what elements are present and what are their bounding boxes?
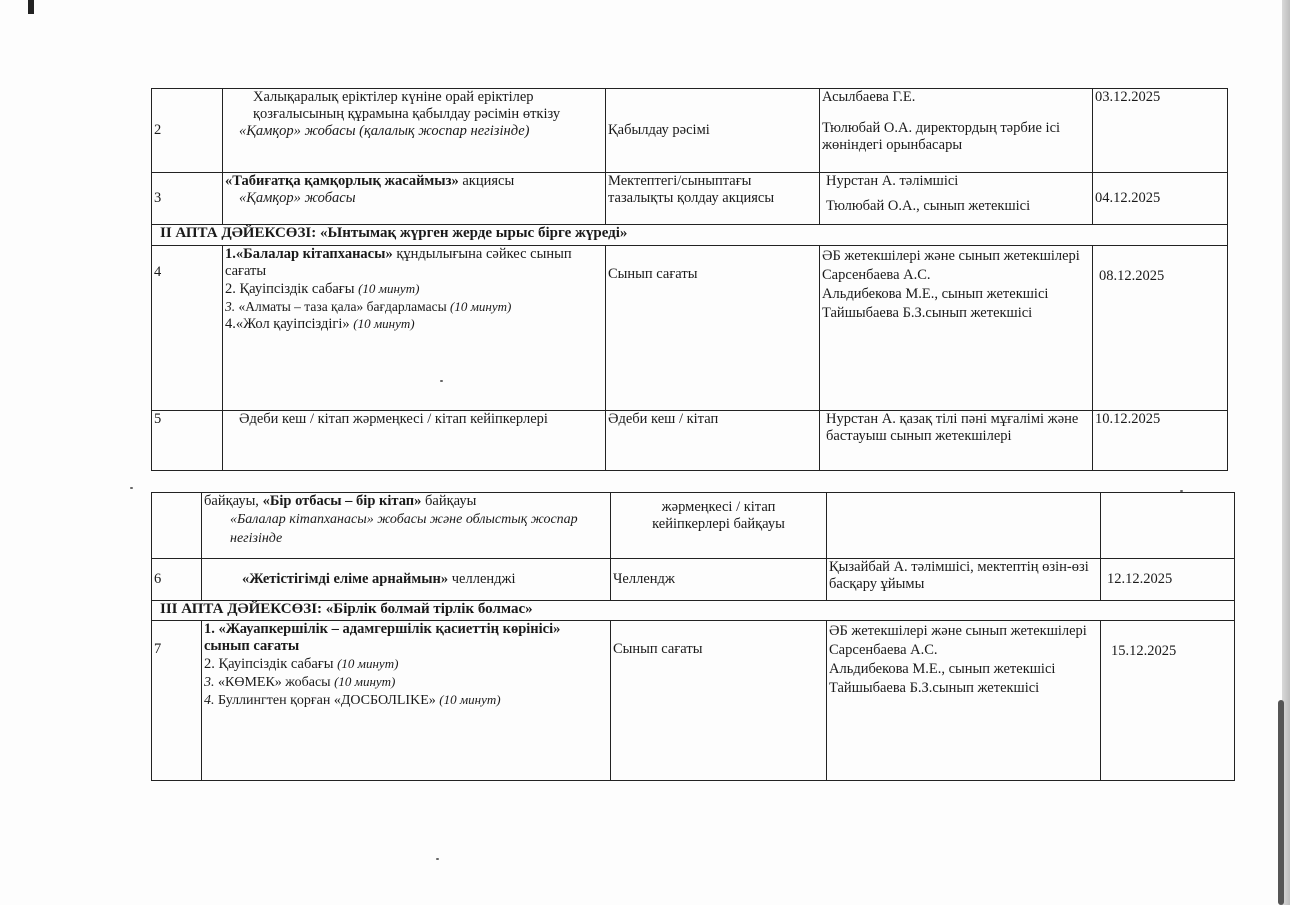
row-number: 7 xyxy=(152,621,202,781)
responsible-name: Сарсенбаева А.С. xyxy=(822,267,931,283)
table-row xyxy=(152,173,1228,225)
event-project: «Балалар кітапханасы» жобасы және облыстық жоспар негізінде xyxy=(230,512,578,546)
list-item: «КӨМЕК» жобасы xyxy=(214,675,331,690)
responsible-name: Тайшыбаева Б.З.сынып жетекшісі xyxy=(829,680,1040,696)
event-project: «Қамқор» жобасы (қалалық жоспар негізінде) xyxy=(239,123,530,139)
row-number: 4 xyxy=(152,246,223,411)
responsible-cell xyxy=(820,173,1093,225)
table-row xyxy=(152,493,1235,559)
event-title: Халықаралық еріктілер күніне орай еріктілер қозғалысының құрамына қабылдау рәсімін өткізу xyxy=(253,89,561,122)
list-item: Буллингтен қорған «ДОСБОЛLIKE» xyxy=(214,693,436,708)
responsible-name: ӘБ жетекшілері және сынып жетекшілері xyxy=(829,623,1087,639)
form-cell: Сынып сағаты xyxy=(611,621,827,781)
responsible-name: Тайшыбаева Б.З.сынып жетекшісі xyxy=(822,305,1033,321)
scan-speck xyxy=(436,858,439,860)
vertical-scrollbar[interactable] xyxy=(1278,700,1284,905)
duration-note: (10 минут) xyxy=(337,656,399,671)
event-title: Әдеби кеш / кітап жәрмеңкесі / кітап кейіпкерлері xyxy=(239,411,548,427)
event-cell xyxy=(202,621,611,781)
list-number: 4. xyxy=(204,693,215,708)
event-title-rest: акциясы xyxy=(458,173,515,189)
week-motto: III АПТА ДӘЙЕКСӨЗІ: «Бірлік болмай тірлік болмас» xyxy=(152,601,1235,621)
event-title: «Жетістігімді еліме арнаймын» xyxy=(242,571,449,587)
binding-mark xyxy=(28,0,34,14)
row-number: 6 xyxy=(152,559,202,601)
event-cell xyxy=(223,173,606,225)
date-cell: 10.12.2025 xyxy=(1093,411,1228,471)
event-cell xyxy=(223,246,606,411)
responsible-name: Тюлюбай О.А. директордың тәрбие ісі жөніндегі орынбасары xyxy=(822,120,1061,153)
event-title: «Бір отбасы – бір кітап» xyxy=(262,493,422,509)
responsible-cell: Қызайбай А. тәлімшісі, мектептің өзін-өзі басқару ұйымы xyxy=(827,559,1101,601)
list-item: «Алматы – таза қала» бағдарламасы xyxy=(235,299,447,314)
event-cell xyxy=(202,559,611,601)
duration-note: (10 минут) xyxy=(334,674,396,689)
event-cell xyxy=(223,411,606,471)
week-header-row xyxy=(152,601,1235,621)
responsible-cell xyxy=(820,89,1093,173)
date-cell: 15.12.2025 xyxy=(1101,621,1235,781)
responsible-cell xyxy=(827,621,1101,781)
table-row xyxy=(152,89,1228,173)
list-number: 3. xyxy=(204,675,215,690)
duration-note: (10 минут) xyxy=(450,299,512,314)
duration-note: (10 минут) xyxy=(353,316,415,331)
list-item: 4.«Жол қауіпсіздігі» xyxy=(225,316,350,332)
duration-note: (10 минут) xyxy=(439,692,501,707)
event-cell xyxy=(223,89,606,173)
form-cell: жәрмеңкесі / кітап кейіпкерлері байқауы xyxy=(611,493,827,559)
date-cell xyxy=(1101,493,1235,559)
date-cell: 12.12.2025 xyxy=(1101,559,1235,601)
event-title-rest: челленджі xyxy=(448,571,516,587)
scan-speck xyxy=(130,487,133,489)
responsible-cell xyxy=(820,411,1093,471)
responsible-cell xyxy=(827,493,1101,559)
responsible-name: Нурстан А. қазақ тілі пәні мұғалімі және бастауыш сынып жетекшілері xyxy=(826,411,1079,444)
responsible-name: Асылбаева Г.Е. xyxy=(822,89,916,105)
responsible-name: Сарсенбаева А.С. xyxy=(829,642,938,658)
week-header-row xyxy=(152,225,1228,246)
date-cell: 04.12.2025 xyxy=(1093,173,1228,225)
event-project: «Қамқор» жобасы xyxy=(239,190,356,206)
table-row xyxy=(152,411,1228,471)
week-motto: II АПТА ДӘЙЕКСӨЗІ: «Ынтымақ жүрген жерде ырыс бірге жүреді» xyxy=(152,225,1228,246)
form-cell: Қабылдау рәсімі xyxy=(606,89,820,173)
row-number: 3 xyxy=(152,173,223,225)
form-cell: Челлендж xyxy=(611,559,827,601)
event-title: 1.«Балалар кітапханасы» xyxy=(225,246,393,262)
event-cell xyxy=(202,493,611,559)
plan-table-bottom xyxy=(151,492,1235,781)
form-cell: Сынып сағаты xyxy=(606,246,820,411)
responsible-cell xyxy=(820,246,1093,411)
date-cell: 08.12.2025 xyxy=(1093,246,1228,411)
responsible-name: Нурстан А. тәлімшісі xyxy=(826,173,959,189)
date-cell: 03.12.2025 xyxy=(1093,89,1228,173)
list-item: 2. Қауіпсіздік сабағы xyxy=(225,281,355,297)
table-row xyxy=(152,621,1235,781)
event-title: 1. «Жауапкершілік – адамгершілік қасиеттің көрінісі» сынып сағаты xyxy=(204,621,561,654)
responsible-name: ӘБ жетекшілері және сынып жетекшілері xyxy=(822,248,1080,264)
table-row xyxy=(152,246,1228,411)
list-number: 3. xyxy=(225,299,236,314)
form-cell: Әдеби кеш / кітап xyxy=(606,411,820,471)
plan-table-top xyxy=(151,88,1228,471)
row-number: 2 xyxy=(152,89,223,173)
list-item: 2. Қауіпсіздік сабағы xyxy=(204,656,334,672)
table-row xyxy=(152,559,1235,601)
row-number: 5 xyxy=(152,411,223,471)
responsible-name: Альдибекова М.Е., сынып жетекшісі xyxy=(829,661,1056,677)
responsible-name: Альдибекова М.Е., сынып жетекшісі xyxy=(822,286,1049,302)
event-text: байқауы xyxy=(421,493,477,509)
responsible-name: Тюлюбай О.А., сынып жетекшісі xyxy=(826,198,1031,214)
duration-note: (10 минут) xyxy=(358,281,420,296)
form-cell: Мектептегі/сыныптағы тазалықты қолдау акциясы xyxy=(606,173,820,225)
event-title: «Табиғатқа қамқорлық жасаймыз» xyxy=(225,173,459,189)
event-title-rest: құндылығына сәйкес сынып сағаты xyxy=(225,246,572,279)
row-number xyxy=(152,493,202,559)
event-text: байқауы, xyxy=(204,493,263,509)
